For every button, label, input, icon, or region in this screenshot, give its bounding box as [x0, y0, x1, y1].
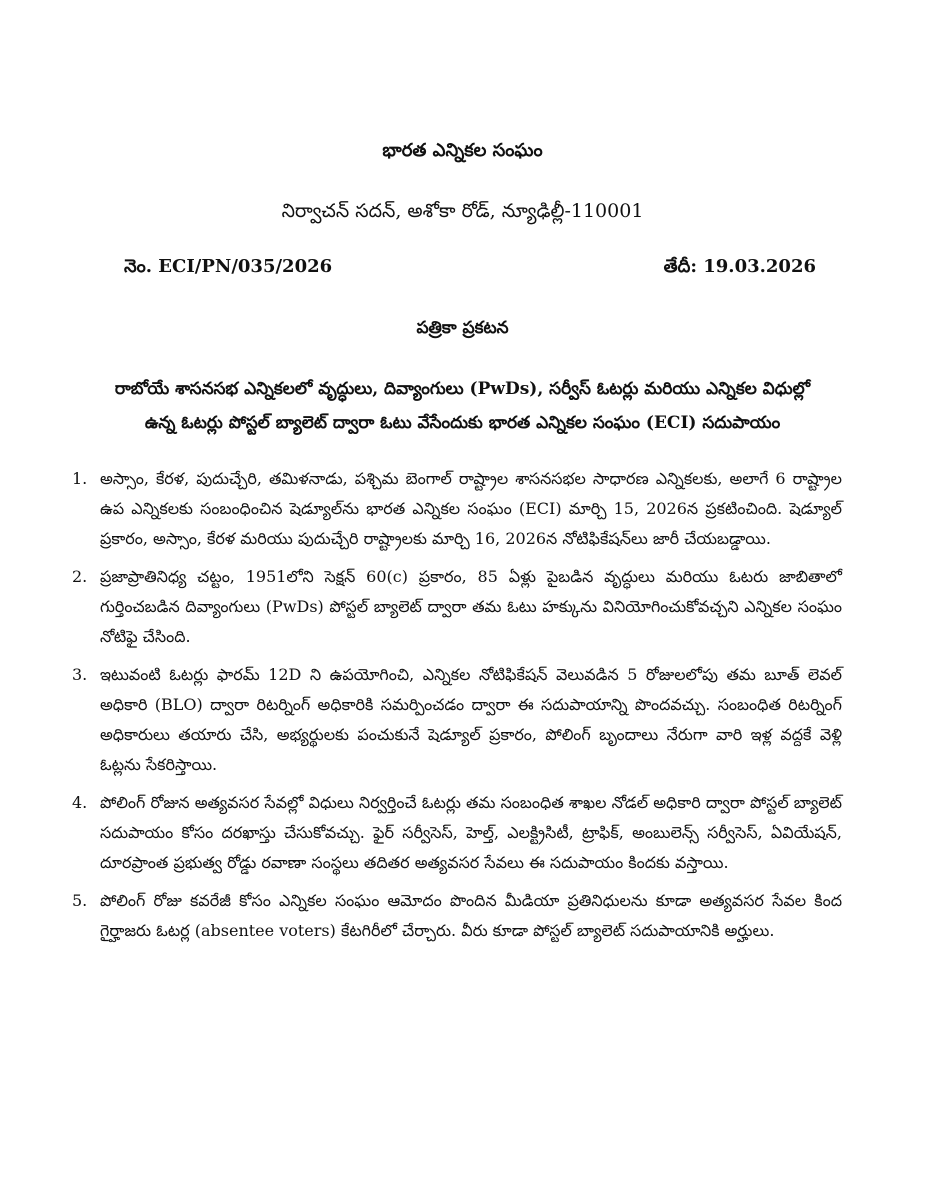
item-text: పోలింగ్ రోజున అత్యవసర సేవల్లో విధులు నిర్వర్తించే ఓటర్లు తమ సంబంధిత శాఖల నోడల్ అధికారి ద్వారా పోస్టల్ బ్యాలెట్ సదుపాయం కోసం దరఖాస్తు చేసుకోవచ్చు. ఫైర్ సర్వీసెస్, హెల్త్, ఎలక్ట్రిసిటీ, ట్రాఫిక్, అంబులెన్స్ సర్వీసెస్, ఏవియేషన్, దూరప్రాంత ప్రభుత్వ రోడ్డు రవాణా సంస్థలు తదితర అత్యవసర సేవలు ఈ సదుపాయం కిందకు వస్తాయి. [100, 793, 842, 872]
item-number: 4. [72, 793, 88, 812]
list-item [72, 660, 842, 780]
press-release-headline: రాబోయే శాసనసభ ఎన్నికలలో వృద్ధులు, దివ్యాంగులు (PwDs), సర్వీస్ ఓటర్లు మరియు ఎన్నికల విధుల్లో ఉన్న ఓటర్లు పోస్టల్ బ్యాలెట్ ద్వారా ఓటు వేసేందుకు భారత ఎన్నికల సంఘం (ECI) సదుపాయం [114, 379, 811, 433]
list-item [72, 562, 842, 652]
item-text: పోలింగ్ రోజు కవరేజీ కోసం ఎన్నికల సంఘం ఆమోదం పొందిన మీడియా ప్రతినిధులను కూడా అత్యవసర సేవల కింద గైర్హాజరు ఓటర్ల (absentee voters) కేటగిరీలో చేర్చారు. వీరు కూడా పోస్టల్ బ్యాలెట్ సదుపాయానికి అర్హులు. [100, 891, 842, 940]
item-number: 2. [72, 567, 88, 586]
numbered-points-list [72, 464, 842, 954]
document-type: పత్రికా ప్రకటన [416, 318, 509, 338]
reference-number: నెం. ECI/PN/035/2026 [124, 256, 333, 277]
reference-row [124, 256, 816, 281]
release-date: తేదీ: 19.03.2026 [663, 256, 816, 277]
item-number: 3. [72, 665, 88, 684]
item-number: 1. [72, 469, 88, 488]
item-text: ప్రజాప్రాతినిధ్య చట్టం, 1951లోని సెక్షన్ 60(c) ప్రకారం, 85 ఏళ్లు పైబడిన వృద్ధులు మరియు ఓటరు జాబితాలో గుర్తించబడిన దివ్యాంగులు (PwDs) పోస్టల్ బ్యాలెట్ ద్వారా తమ ఓటు హక్కును వినియోగించుకోవచ్చని ఎన్నికల సంఘం నోటిఫై చేసింది. [100, 567, 842, 646]
item-number: 5. [72, 891, 88, 910]
organization-name: భారత ఎన్నికల సంఘం [382, 140, 543, 161]
organization-address: నిర్వాచన్ సదన్, అశోకా రోడ్, న్యూఢిల్లీ-110001 [281, 200, 644, 222]
list-item [72, 464, 842, 554]
list-item [72, 886, 842, 946]
item-text: అస్సాం, కేరళ, పుదుచ్చేరి, తమిళనాడు, పశ్చిమ బెంగాల్ రాష్ట్రాల శాసనసభల సాధారణ ఎన్నికలకు, అలాగే 6 రాష్ట్రాల ఉప ఎన్నికలకు సంబంధించిన షెడ్యూల్‌ను భారత ఎన్నికల సంఘం (ECI) మార్చి 15, 2026న ప్రకటించింది. షెడ్యూల్ ప్రకారం, అస్సాం, కేరళ మరియు పుదుచ్చేరి రాష్ట్రాలకు మార్చి 16, 2026న నోటిఫికేషన్‌లు జారీ చేయబడ్డాయి. [100, 469, 842, 548]
item-text: ఇటువంటి ఓటర్లు ఫారమ్ 12D ని ఉపయోగించి, ఎన్నికల నోటిఫికేషన్ వెలువడిన 5 రోజులలోపు తమ బూత్ లెవల్ అధికారి (BLO) ద్వారా రిటర్నింగ్ అధికారికి సమర్పించడం ద్వారా ఈ సదుపాయాన్ని పొందవచ్చు. సంబంధిత రిటర్నింగ్ అధికారులు తయారు చేసి, అభ్యర్థులకు పంచుకునే షెడ్యూల్ ప్రకారం, పోలింగ్ బృందాలు నేరుగా వారి ఇళ్ల వద్దకే వెళ్లి ఓట్లను సేకరిస్తాయి. [100, 665, 842, 774]
list-item [72, 788, 842, 878]
